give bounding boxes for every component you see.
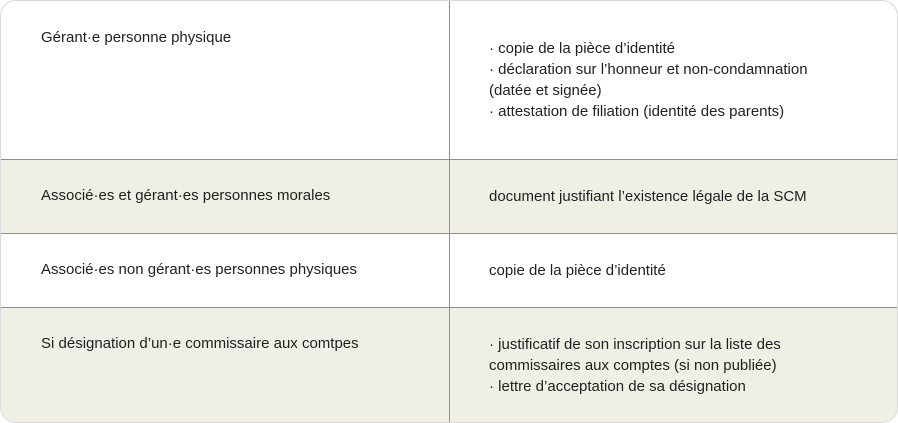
role-cell — [1, 1, 450, 159]
document-line: (datée et signée) — [489, 82, 602, 99]
role-label: Associé·es et gérant·es personnes morales — [41, 187, 331, 204]
role-label: Associé·es non gérant·es personnes physiques — [41, 261, 358, 278]
table-row — [1, 308, 898, 423]
documents-cell — [450, 160, 898, 233]
documents-cell — [450, 234, 898, 307]
document-line: commissaires aux comptes (si non publiée) — [489, 357, 777, 374]
role-cell — [1, 308, 450, 423]
role-cell — [1, 160, 450, 233]
table-row — [1, 1, 898, 160]
document-line: document justifiant l’existence légale de la SCM — [489, 188, 807, 205]
documents-cell — [450, 1, 898, 159]
document-line: · justificatif de son inscription sur la liste des — [489, 336, 781, 353]
role-cell — [1, 234, 450, 307]
role-label: Si désignation d’un·e commissaire aux comtpes — [41, 335, 359, 352]
document-line: · copie de la pièce d’identité — [489, 40, 675, 57]
role-label: Gérant·e personne physique — [41, 29, 232, 46]
document-line: copie de la pièce d’identité — [489, 262, 666, 279]
document-line: · attestation de filiation (identité des parents) — [489, 103, 785, 120]
table-row — [1, 234, 898, 308]
document-line: · lettre d’acceptation de sa désignation — [489, 378, 746, 395]
table-row — [1, 160, 898, 234]
documents-cell — [450, 308, 898, 423]
document-line: · déclaration sur l’honneur et non-condamnation — [489, 61, 808, 78]
